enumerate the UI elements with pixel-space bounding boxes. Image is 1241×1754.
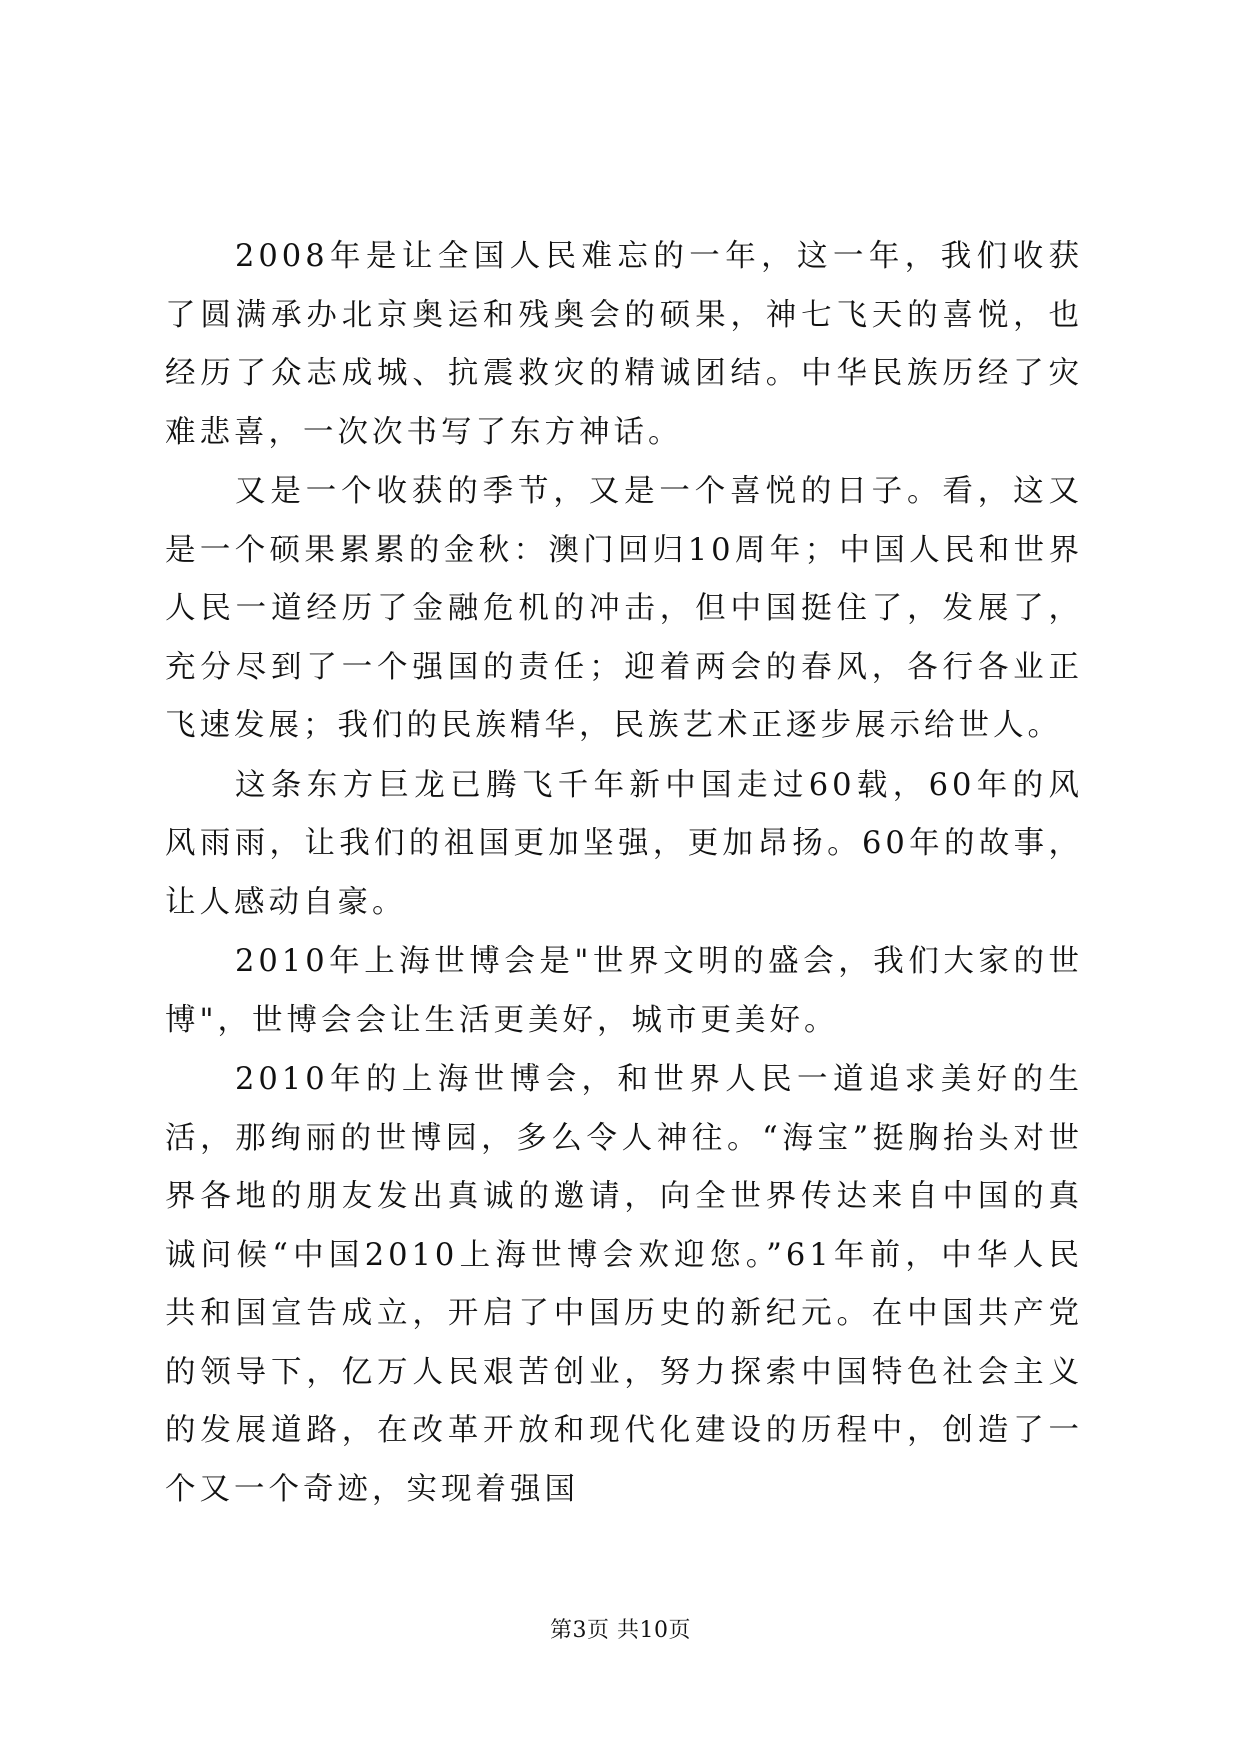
body-text bbox=[165, 228, 1083, 1520]
page-number-footer: 第3页 共10页 bbox=[550, 1618, 691, 1643]
paragraph: 2010年的上海世博会，和世界人民一道追求美好的生活，那绚丽的世博园，多么令人神往。“海宝”挺胸抬头对世界各地的朋友发出真诚的邀请，向全世界传达来自中国的真诚问候“中国2010上海世博会欢迎您。”61年前，中华人民共和国宣告成立，开启了中国历史的新纪元。在中国共产党的领导下，亿万人民艰苦创业，努力探索中国特色社会主义的发展道路，在改革开放和现代化建设的历程中，创造了一个又一个奇迹，实现着强国 bbox=[165, 1062, 1083, 1507]
paragraph: 2010年上海世博会是"世界文明的盛会，我们大家的世博"，世博会会让生活更美好，城市更美好。 bbox=[165, 944, 1083, 1038]
paragraph: 又是一个收获的季节，又是一个喜悦的日子。看，这又是一个硕果累累的金秋：澳门回归10周年；中国人民和世界人民一道经历了金融危机的冲击，但中国挺住了，发展了，充分尽到了一个强国的责任；迎着两会的春风，各行各业正飞速发展；我们的民族精华，民族艺术正逐步展示给世人。 bbox=[165, 474, 1083, 743]
paragraph: 2008年是让全国人民难忘的一年，这一年，我们收获了圆满承办北京奥运和残奥会的硕果，神七飞天的喜悦，也经历了众志成城、抗震救灾的精诚团结。中华民族历经了灾难悲喜，一次次书写了东方神话。 bbox=[165, 239, 1083, 450]
paragraph: 这条东方巨龙已腾飞千年新中国走过60载，60年的风风雨雨，让我们的祖国更加坚强，更加昂扬。60年的故事，让人感动自豪。 bbox=[165, 767, 1083, 920]
